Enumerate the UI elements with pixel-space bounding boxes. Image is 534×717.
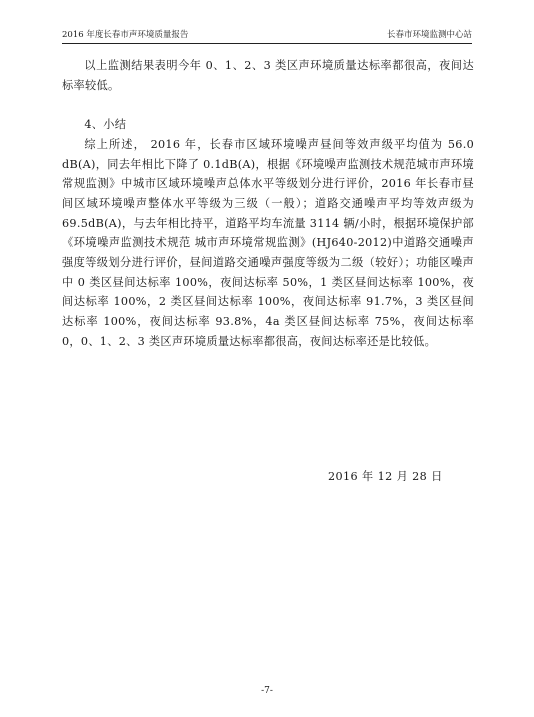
section-heading-summary: 4、小结 (84, 118, 127, 132)
header-organization: 长春市环境监测中心站 (386, 30, 472, 40)
paragraph-summary: 综上所述， 2016 年，长春市区域环境噪声昼间等效声级平均值为 56.0 dB(A)，同去年相比下降了 0.1dB(A)，根据《环境噪声监测技术规范城市声环境常规监测》中城市区域环境噪声总体水平等级划分进行评价，2016 年长春市昼间区域环境噪声整体水平等级为三级（一般）；道路交通噪声平均等效声级为 69.5dB(A)，与去年相比持平，道路平均车流量 3114 辆/小时，根据环境保护部《环境噪声监测技术规范 城市声环境常规监测》(HJ640-2012)中道路交通噪声强度等级划分进行评价，昼间道路交通噪声强度等级为二级（较好）；功能区噪声中 0 类区昼间达标率 100%，夜间达标率 50%，1 类区昼间达标率 100%，夜间达标率 100%，2 类区昼间达标率 100%，夜间达标率 91.7%，3 类区昼间达标率 100%，夜间达标率 93.8%，4a 类区昼间达标率 75%，夜间达标率 0，0、1、2、3 类区声环境质量达标率都很高，夜间达标率还是比较低。 (62, 137, 474, 348)
page-number: -7- (261, 686, 273, 696)
paragraph-monitoring-results: 以上监测结果表明今年 0、1、2、3 类区声环境质量达标率都很高，夜间达标率较低。 (62, 59, 474, 92)
page-header (62, 27, 472, 44)
report-date: 2016 年 12 月 28 日 (328, 470, 443, 483)
header-report-title: 2016 年度长春市声环境质量报告 (62, 30, 189, 40)
paragraph-spacer (62, 95, 474, 115)
body-text (62, 56, 474, 352)
